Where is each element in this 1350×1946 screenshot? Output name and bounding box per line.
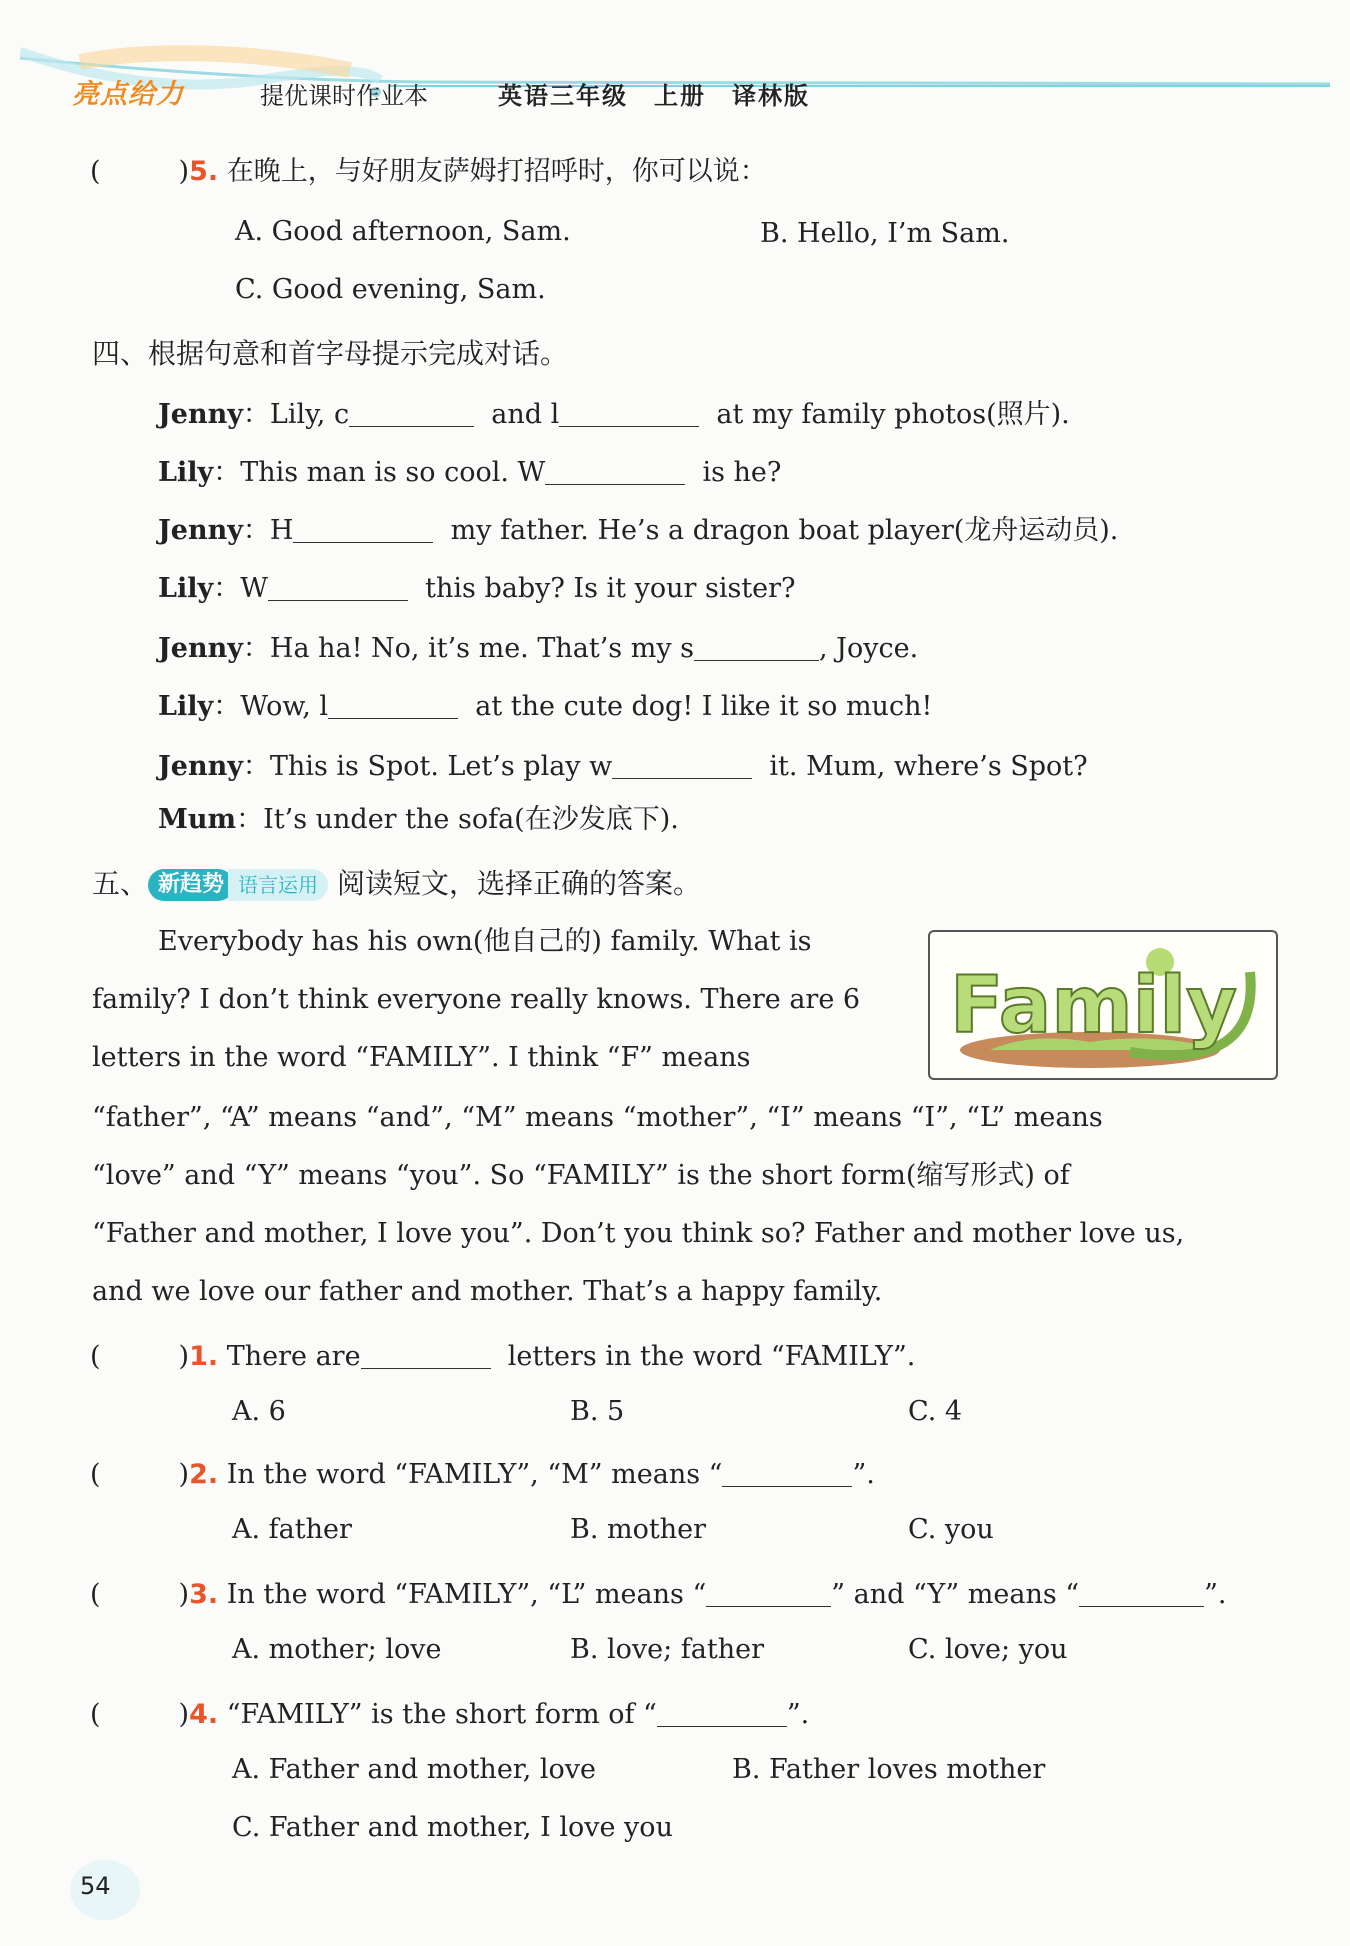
dialog-line-3: Jenny：H my father. He’s a dragon boat player(龙舟运动员).	[158, 508, 1118, 549]
q2-option-b[interactable]: B. mother	[570, 1514, 706, 1545]
speaker: Jenny	[158, 399, 243, 430]
trend-badge: 新趋势	[148, 869, 234, 901]
brand-logo: 亮点给力	[72, 79, 184, 110]
speaker: Jenny	[158, 751, 243, 782]
blank-input[interactable]	[545, 454, 685, 485]
passage-line-7: and we love our father and mother. That’s a happy family.	[92, 1276, 883, 1307]
blank-input[interactable]	[722, 1456, 852, 1487]
q4-option-a[interactable]: A. Father and mother, love	[232, 1754, 597, 1785]
blank-input[interactable]	[328, 688, 458, 719]
blank-input[interactable]	[694, 630, 819, 661]
question-text: 在晚上，与好朋友萨姆打招呼时，你可以说：	[226, 156, 767, 187]
speaker: Jenny	[158, 633, 243, 664]
question-4: ( )4. “FAMILY” is the short form of “ ”.	[90, 1692, 809, 1733]
blank-input[interactable]	[559, 396, 699, 427]
q2-option-c[interactable]: C. you	[908, 1514, 994, 1545]
question-3: ( )3. In the word “FAMILY”, “L” means “ ” and “Y” means “ ”.	[90, 1572, 1226, 1613]
speaker: Lily	[158, 573, 214, 604]
q1-option-b[interactable]: B. 5	[570, 1396, 625, 1427]
passage-line-3: letters in the word “FAMILY”. I think “F” means	[92, 1042, 751, 1073]
blank-input[interactable]	[706, 1576, 831, 1607]
passage-line-5: “love” and “Y” means “you”. So “FAMILY” is the short form(缩写形式) of	[92, 1160, 1070, 1191]
question-number: 5.	[189, 156, 219, 187]
answer-paren-open: (	[90, 156, 101, 187]
passage-line-2: family? I don’t think everyone really knows. There are 6	[92, 984, 861, 1015]
option-b[interactable]: B. Hello, I’m Sam.	[760, 218, 1010, 249]
q1-option-a[interactable]: A. 6	[232, 1396, 286, 1427]
speaker: Jenny	[158, 515, 243, 546]
passage-line-1: Everybody has his own(他自己的) family. What is	[158, 926, 812, 957]
q4-option-b[interactable]: B. Father loves mother	[732, 1754, 1046, 1785]
passage-line-4: “father”, “A” means “and”, “M” means “mother”, “I” means “I”, “L” means	[92, 1102, 1103, 1133]
speaker: Lily	[158, 457, 214, 488]
dialog-line-4: Lily：W this baby? Is it your sister?	[158, 566, 796, 607]
skill-badge: 语言运用	[228, 869, 328, 901]
blank-input[interactable]	[268, 570, 408, 601]
family-illustration	[928, 930, 1278, 1080]
blank-input[interactable]	[612, 748, 752, 779]
q1-option-c[interactable]: C. 4	[908, 1396, 963, 1427]
page-number: 54	[80, 1872, 111, 1900]
blank-input[interactable]	[361, 1338, 491, 1369]
question-5	[90, 154, 767, 190]
speaker: Mum	[158, 804, 237, 835]
blank-input[interactable]	[349, 396, 474, 427]
option-a[interactable]: A. Good afternoon, Sam.	[235, 216, 571, 247]
book-series-title: 提优课时作业本	[260, 82, 428, 110]
section-5-instruction: 阅读短文，选择正确的答案。	[336, 867, 701, 900]
dialog-line-5: Jenny：Ha ha! No, it’s me. That’s my s , Joyce.	[158, 626, 918, 667]
q3-option-a[interactable]: A. mother; love	[232, 1634, 442, 1665]
section-4-title: 四、根据句意和首字母提示完成对话。	[92, 337, 569, 370]
dialog-line-8: Mum：It’s under the sofa(在沙发底下).	[158, 804, 679, 835]
dialog-line-7: Jenny：This is Spot. Let’s play w it. Mum, where’s Spot?	[158, 744, 1088, 785]
q3-option-c[interactable]: C. love; you	[908, 1634, 1068, 1665]
blank-input[interactable]	[293, 512, 433, 543]
answer-paren-close: )	[178, 156, 190, 187]
dialog-line-1: Jenny：Lily, c and l at my family photos(照片).	[158, 392, 1070, 433]
speaker: Lily	[158, 691, 214, 722]
option-c[interactable]: C. Good evening, Sam.	[235, 274, 546, 305]
q3-option-b[interactable]: B. love; father	[570, 1634, 765, 1665]
blank-input[interactable]	[657, 1696, 787, 1727]
question-2: ( )2. In the word “FAMILY”, “M” means “ ”.	[90, 1452, 875, 1493]
blank-input[interactable]	[1079, 1576, 1204, 1607]
book-info: 英语三年级 上册 译林版	[498, 82, 810, 110]
dialog-line-6: Lily：Wow, l at the cute dog! I like it so much!	[158, 684, 932, 725]
q2-option-a[interactable]: A. father	[232, 1514, 352, 1545]
q4-option-c[interactable]: C. Father and mother, I love you	[232, 1812, 673, 1843]
section-5-title: 五、 新趋势 语言运用 阅读短文，选择正确的答案。	[92, 867, 701, 900]
question-1: ( )1. There are letters in the word “FAMILY”.	[90, 1334, 915, 1375]
family-word-art: Family	[950, 961, 1237, 1051]
passage-line-6: “Father and mother, I love you”. Don’t you think so? Father and mother love us,	[92, 1218, 1185, 1249]
dialog-line-2: Lily：This man is so cool. W is he?	[158, 450, 781, 491]
